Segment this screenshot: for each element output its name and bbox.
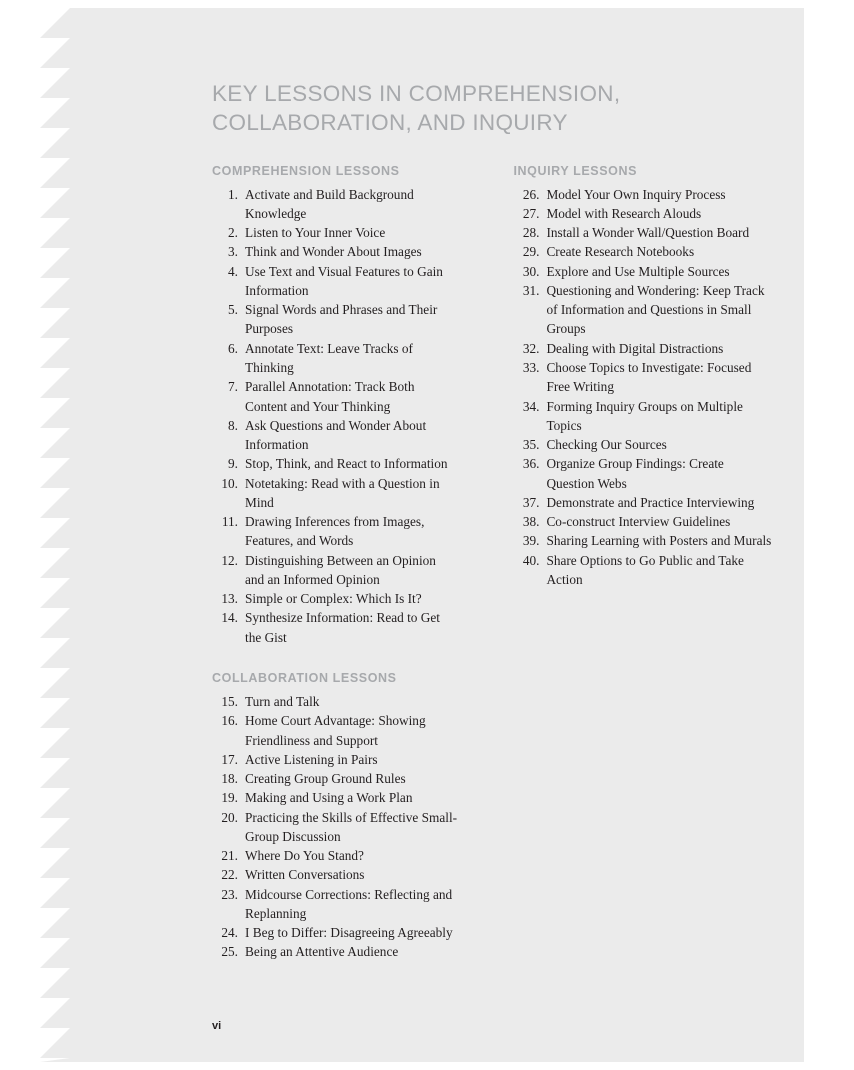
list-item-label: Use Text and Visual Features to Gain Information — [245, 263, 443, 298]
list-item-label: Ask Questions and Wonder About Information — [245, 417, 427, 453]
list-item — [513, 204, 772, 223]
list-item-number: 7. — [228, 379, 238, 395]
list-item — [212, 942, 457, 961]
list-item-number: 25. — [221, 944, 238, 960]
list-item-label: Creating Group Ground Rules — [245, 771, 406, 787]
list-item-number: 16. — [221, 713, 238, 729]
list-item-label: Parallel Annotation: Track Both Content and Your Thinking — [245, 379, 415, 414]
list-item-number: 35. — [522, 437, 540, 453]
list-item-label: Think and Wonder About Images — [245, 244, 422, 260]
list-item-label: Notetaking: Read with a Question in Mind — [245, 475, 440, 510]
list-item-label: Practicing the Skills of Effective Small-Group Discussion — [245, 809, 458, 844]
list-item — [212, 300, 457, 339]
lesson-columns — [212, 164, 772, 962]
list-item-label: Forming Inquiry Groups on Multiple Topics — [546, 398, 743, 433]
list-item-number: 28. — [522, 225, 540, 241]
list-item-label: Organize Group Findings: Create Question Webs — [546, 456, 724, 491]
list-item-number: 5. — [228, 302, 238, 318]
list-item-number: 39. — [522, 533, 540, 549]
page-number: vi — [212, 1020, 222, 1032]
list-item-number: 15. — [221, 693, 238, 709]
list-item — [212, 692, 457, 711]
list-item — [212, 885, 457, 924]
list-item-label: Explore and Use Multiple Sources — [546, 263, 730, 279]
list-item-label: Demonstrate and Practice Interviewing — [546, 494, 755, 510]
list-item — [513, 223, 772, 242]
list-item-label: Midcourse Corrections: Reflecting and Replanning — [245, 886, 453, 921]
list-item-label: Questioning and Wondering: Keep Track of Information and Questions in Small Groups — [546, 282, 765, 337]
list-item — [212, 185, 457, 224]
list-item-number: 34. — [522, 398, 540, 414]
list-item — [212, 608, 457, 647]
list-item-label: Dealing with Digital Distractions — [546, 340, 724, 356]
list-item — [513, 339, 772, 358]
list-item-label: Home Court Advantage: Showing Friendliness and Support — [245, 713, 426, 748]
list-item — [212, 711, 457, 750]
list-item-number: 23. — [221, 886, 238, 902]
list-item-number: 36. — [522, 456, 540, 472]
lesson-list-collaboration — [212, 692, 457, 962]
list-item-label: Choose Topics to Investigate: Focused Free Writing — [546, 359, 752, 395]
list-item-number: 2. — [228, 225, 238, 241]
list-item-number: 37. — [522, 494, 540, 510]
list-item — [212, 788, 457, 807]
list-item-number: 38. — [522, 514, 540, 530]
list-item — [212, 808, 457, 847]
list-item — [513, 493, 772, 512]
list-item-number: 29. — [522, 244, 540, 260]
list-item-number: 30. — [522, 263, 540, 279]
list-item — [212, 923, 457, 942]
list-item — [212, 750, 457, 769]
list-item-label: Simple or Complex: Which Is It? — [245, 591, 422, 607]
list-item-number: 20. — [221, 809, 238, 825]
list-item-label: I Beg to Differ: Disagreeing Agreeably — [245, 925, 453, 941]
page-title: KEY LESSONS IN COMPREHENSION, COLLABORATION, AND INQUIRY — [212, 81, 621, 135]
list-item — [513, 242, 772, 261]
list-item-label: Drawing Inferences from Images, Features, and Words — [245, 514, 425, 549]
section-heading-collaboration: COLLABORATION LESSONS — [212, 670, 397, 685]
list-item-number: 6. — [228, 340, 238, 356]
list-item-number: 19. — [221, 790, 238, 806]
right-column — [513, 164, 772, 590]
list-item — [513, 262, 772, 281]
list-item — [212, 512, 457, 551]
section-collaboration — [212, 671, 457, 962]
list-item-number: 3. — [228, 244, 238, 260]
list-item-label: Sharing Learning with Posters and Murals — [546, 533, 772, 549]
section-inquiry — [513, 164, 772, 590]
list-item — [513, 281, 772, 339]
list-item — [212, 377, 457, 416]
list-item — [212, 551, 457, 590]
list-item — [212, 474, 457, 513]
list-item — [212, 454, 457, 473]
list-item-number: 17. — [221, 751, 238, 767]
list-item-label: Create Research Notebooks — [546, 244, 695, 260]
list-item-label: Annotate Text: Leave Tracks of Thinking — [245, 340, 413, 375]
list-item-label: Activate and Build Background Knowledge — [245, 186, 414, 221]
list-item — [212, 262, 457, 301]
list-item — [513, 454, 772, 493]
list-item — [212, 223, 457, 242]
list-item-label: Stop, Think, and React to Information — [245, 456, 448, 472]
list-item-label: Making and Using a Work Plan — [245, 790, 413, 806]
list-item-number: 27. — [522, 205, 540, 221]
list-item — [212, 769, 457, 788]
list-item-label: Co-construct Interview Guidelines — [546, 514, 731, 530]
section-heading-comprehension: COMPREHENSION LESSONS — [212, 163, 400, 178]
list-item-number: 12. — [221, 552, 238, 568]
list-item-label: Signal Words and Phrases and Their Purposes — [245, 302, 438, 337]
list-item-number: 32. — [522, 340, 540, 356]
lesson-list-comprehension — [212, 185, 457, 647]
list-item-number: 18. — [221, 771, 238, 787]
list-item-number: 1. — [228, 186, 238, 202]
list-item — [513, 512, 772, 531]
list-item-label: Turn and Talk — [245, 693, 320, 709]
list-item-label: Written Conversations — [245, 867, 365, 883]
list-item-number: 33. — [522, 359, 540, 375]
list-item-number: 31. — [522, 282, 540, 298]
list-item-number: 8. — [228, 417, 238, 433]
section-comprehension — [212, 164, 457, 647]
zigzag-edge-decoration — [40, 8, 70, 1062]
left-column — [212, 164, 457, 962]
list-item-number: 11. — [221, 514, 238, 530]
list-item-number: 22. — [221, 867, 238, 883]
list-item — [513, 358, 772, 397]
list-item — [212, 589, 457, 608]
list-item-number: 10. — [221, 475, 238, 491]
list-item-number: 14. — [221, 610, 238, 626]
list-item — [513, 531, 772, 550]
list-item-label: Listen to Your Inner Voice — [245, 225, 386, 241]
list-item — [212, 339, 457, 378]
list-item — [212, 242, 457, 261]
list-item-number: 13. — [221, 591, 238, 607]
section-heading-inquiry: INQUIRY LESSONS — [513, 163, 638, 178]
list-item — [212, 416, 457, 455]
lesson-list-inquiry — [513, 185, 772, 590]
list-item-number: 4. — [228, 263, 238, 279]
list-item-number: 9. — [228, 456, 238, 472]
list-item — [212, 865, 457, 884]
list-item-number: 26. — [522, 186, 540, 202]
list-item-label: Checking Our Sources — [546, 437, 667, 453]
list-item — [513, 185, 772, 204]
page-content — [212, 80, 772, 962]
list-item-number: 24. — [221, 925, 238, 941]
list-item-label: Model with Research Alouds — [546, 205, 702, 221]
list-item-label: Share Options to Go Public and Take Action — [546, 552, 744, 587]
list-item — [513, 551, 772, 590]
list-item — [513, 397, 772, 436]
list-item-label: Where Do You Stand? — [245, 848, 364, 864]
list-item — [513, 435, 772, 454]
list-item-number: 40. — [522, 552, 540, 568]
list-item-label: Distinguishing Between an Opinion and an Informed Opinion — [245, 552, 436, 587]
list-item-label: Synthesize Information: Read to Get the Gist — [245, 610, 440, 645]
list-item-number: 21. — [221, 848, 238, 864]
list-item-label: Model Your Own Inquiry Process — [546, 186, 726, 202]
list-item-label: Active Listening in Pairs — [245, 751, 378, 767]
list-item-label: Being an Attentive Audience — [245, 944, 399, 960]
list-item — [212, 846, 457, 865]
list-item-label: Install a Wonder Wall/Question Board — [546, 225, 750, 241]
